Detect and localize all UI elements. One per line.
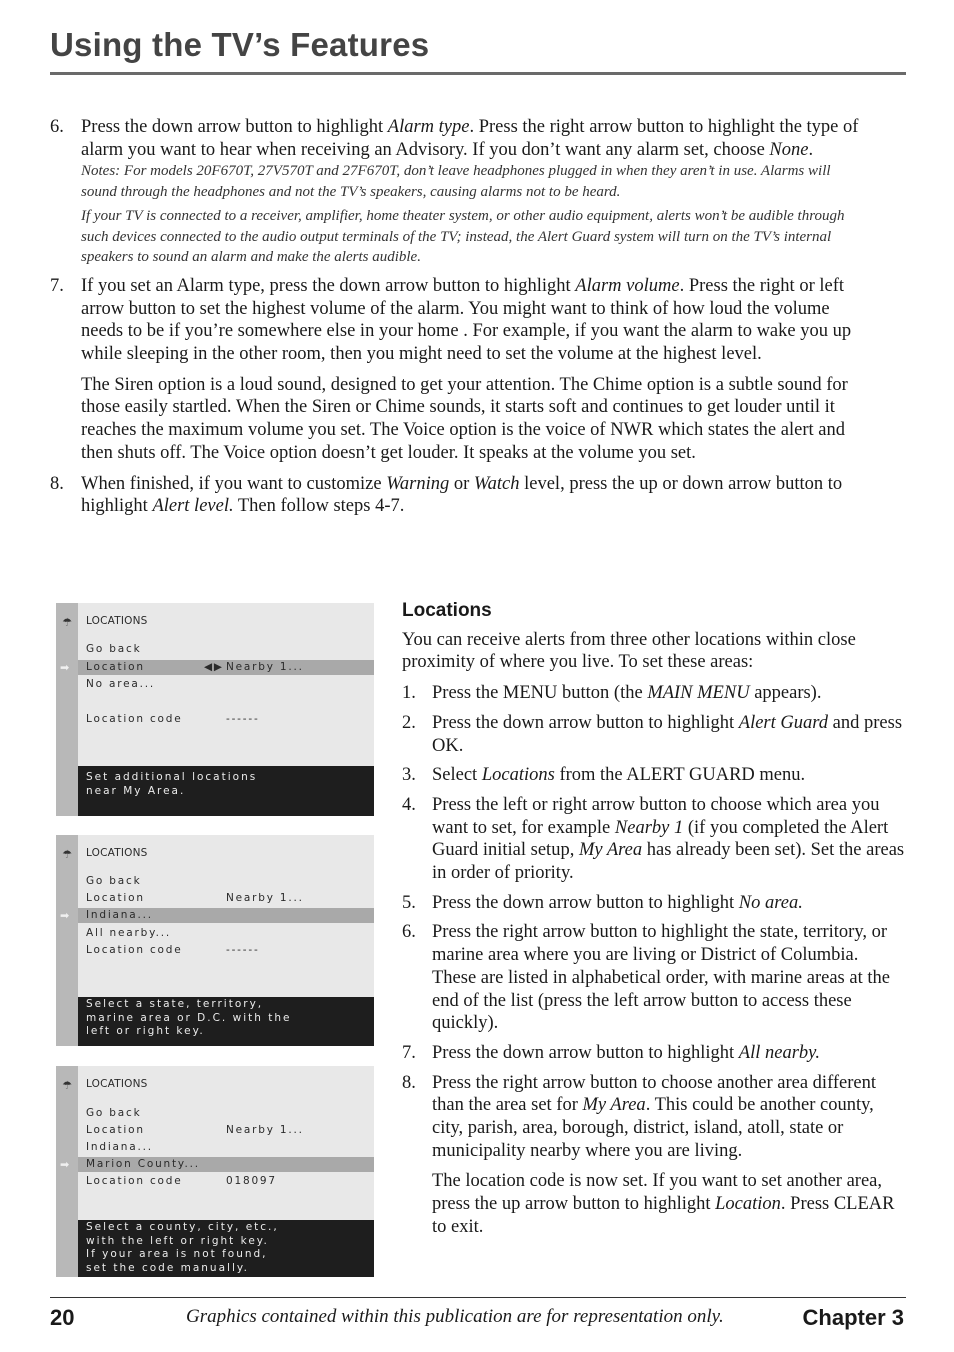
locations-section (402, 600, 906, 1246)
footer-note: Graphics contained within this publication are for representation only. (186, 1306, 724, 1327)
chapter-label: Chapter 3 (802, 1305, 904, 1330)
menu-item-go-back[interactable]: Go back (86, 1107, 142, 1119)
locations-step-5: 5. Press the down arrow button to highlight No area. (402, 892, 803, 913)
note-audio-equipment: If your TV is connected to a receiver, amplifier, home theater system, or other audio equipment, alerts won’t be audible through such devices connected to the audio output terminals of the TV; instead, the Alert Guard system will turn on the TV’s internal speakers to sound an alarm and make the alerts audible. (81, 208, 845, 266)
menu-item-indiana[interactable]: Indiana... (86, 1141, 153, 1153)
screen-header: LOCATIONS (86, 1078, 148, 1090)
menu-item-go-back[interactable]: Go back (86, 875, 142, 887)
menu-item-marion-county[interactable]: ➡ Marion County... (78, 1157, 374, 1172)
header-rule (50, 72, 906, 75)
step-6 (50, 116, 870, 268)
locations-step-6: 6. Press the right arrow button to highlight the state, territory, or marine area where you are living or District of Columbia. These are listed in alphabetical order, with marine areas at the end of the list (press the left arrow button to access these quickly). (402, 922, 890, 1034)
locations-step-3: 3. Select Locations from the ALERT GUARD menu. (402, 765, 806, 786)
selection-arrow-icon: ➡ (60, 1158, 70, 1171)
locations-step-4: 4. Press the left or right arrow button to choose which area you want to set, for example Nearby 1 (if you completed the Alert Guard initial setup, My Area has already been set). Set the areas in order of priority. (402, 794, 905, 884)
step-text: Press the down arrow button to highlight Alarm type. Press the right arrow button to highlight the type of alarm you want to hear when receiving an Advisory. If you don’t want any alarm set, choose None. (81, 117, 859, 160)
section-heading: Locations (402, 600, 492, 621)
help-box: Select a county, city, etc., with the left or right key. If your area is not found, set the code manually. (78, 1220, 374, 1277)
menu-item-indiana[interactable]: ➡ Indiana... (78, 908, 374, 923)
step-text: When finished, if you want to customize Warning or Watch level, press the up or down arrow button to highlight Alert level. Then follow steps 4-7. (81, 473, 843, 517)
page-number: 20 (50, 1305, 75, 1330)
left-right-arrows-icon: ◀▶ (204, 661, 224, 673)
help-box: Select a state, territory, marine area or D.C. with the left or right key. (78, 997, 374, 1046)
step-7 (50, 275, 870, 465)
menu-item-go-back[interactable]: Go back (86, 643, 142, 655)
help-box: Set additional locations near My Area. (78, 766, 374, 816)
screen-gutter (56, 835, 78, 1046)
locations-screen-2 (56, 835, 374, 1046)
selection-arrow-icon: ➡ (60, 909, 70, 922)
menu-item-all-nearby[interactable]: All nearby... (86, 927, 172, 939)
locations-screen-3 (56, 1066, 374, 1277)
step-number: 6. (50, 117, 64, 137)
step-number: 8. (50, 473, 64, 494)
locations-step-2: 2. Press the down arrow button to highlight Alert Guard and press OK. (402, 712, 903, 756)
step-number: 7. (50, 275, 64, 296)
step-8 (50, 473, 870, 518)
tv-menu-icon: ☂ (62, 1079, 72, 1092)
page-title: Using the TV’s Features (50, 26, 430, 63)
locations-step-7: 7. Press the down arrow button to highlight All nearby. (402, 1042, 820, 1063)
locations-step-8: 8. Press the right arrow button to choose another area different than the area set for My Area. This could be another county, city, parish, area, borough, district, island, atoll, state or municipality nearby where you are living. The location code is now set. If you want to set another area, press the up arrow button to highlight Location. Press CLEAR to exit. (402, 1072, 906, 1239)
closing-paragraph: The location code is now set. If you want to set another area, press the up arrow button to highlight Location. Press CLEAR to exit. (432, 1171, 895, 1237)
menu-item-location-code[interactable]: Location code 018097 (86, 1175, 277, 1187)
menu-item-no-area[interactable]: No area... (86, 678, 156, 690)
steps-list (50, 116, 870, 518)
step-text: If you set an Alarm type, press the down arrow button to highlight Alarm volume. Press the right or left arrow button to set the highest volume of the alarm. You might want to think of how loud the volume needs to be if you’re somewhere else in your home . For example, if you want the alarm to wake you up while sleeping in the other room, then you might need to set the volume at the highest level. (81, 275, 852, 365)
tv-menu-icon: ☂ (62, 616, 72, 629)
step-paragraph: The Siren option is a loud sound, designed to get your attention. The Chime option is a subtle sound for those easily startled. When the Siren or Chime sounds, it starts soft and continues to get louder until it reaches the maximum volume you set. The Voice option is the voice of NWR which states the alert and then shuts off. The Voice option doesn’t get louder. It speaks at the volume you set. (81, 374, 848, 463)
section-intro: You can receive alerts from three other locations within close proximity of where you live. To set these areas: (402, 629, 856, 673)
locations-step-1: 1. Press the MENU button (the MAIN MENU appears). (402, 683, 822, 704)
screen-header: LOCATIONS (86, 847, 148, 859)
tv-menu-icon: ☂ (62, 848, 72, 861)
locations-screen-1 (56, 603, 374, 816)
footer-rule (50, 1297, 906, 1298)
selection-arrow-icon: ➡ (60, 661, 70, 674)
note-headphones: Notes: For models 20F670T, 27V570T and 27F670T, don’t leave headphones plugged in when they aren’t in use. Alarms will sound through the headphones and not the TV’s speakers, causing alarms not to be heard. (81, 163, 831, 200)
screen-gutter (56, 603, 78, 816)
menu-item-location-code[interactable]: Location code ------ (86, 944, 260, 956)
menu-item-location-code[interactable]: Location code ------ (86, 713, 260, 725)
menu-item-location[interactable]: Location Nearby 1... (86, 892, 304, 904)
menu-item-location[interactable]: Location Nearby 1... (86, 1124, 304, 1136)
menu-item-location[interactable]: ➡ Location ◀▶ Nearby 1... (78, 660, 374, 675)
screen-header: LOCATIONS (86, 615, 148, 627)
